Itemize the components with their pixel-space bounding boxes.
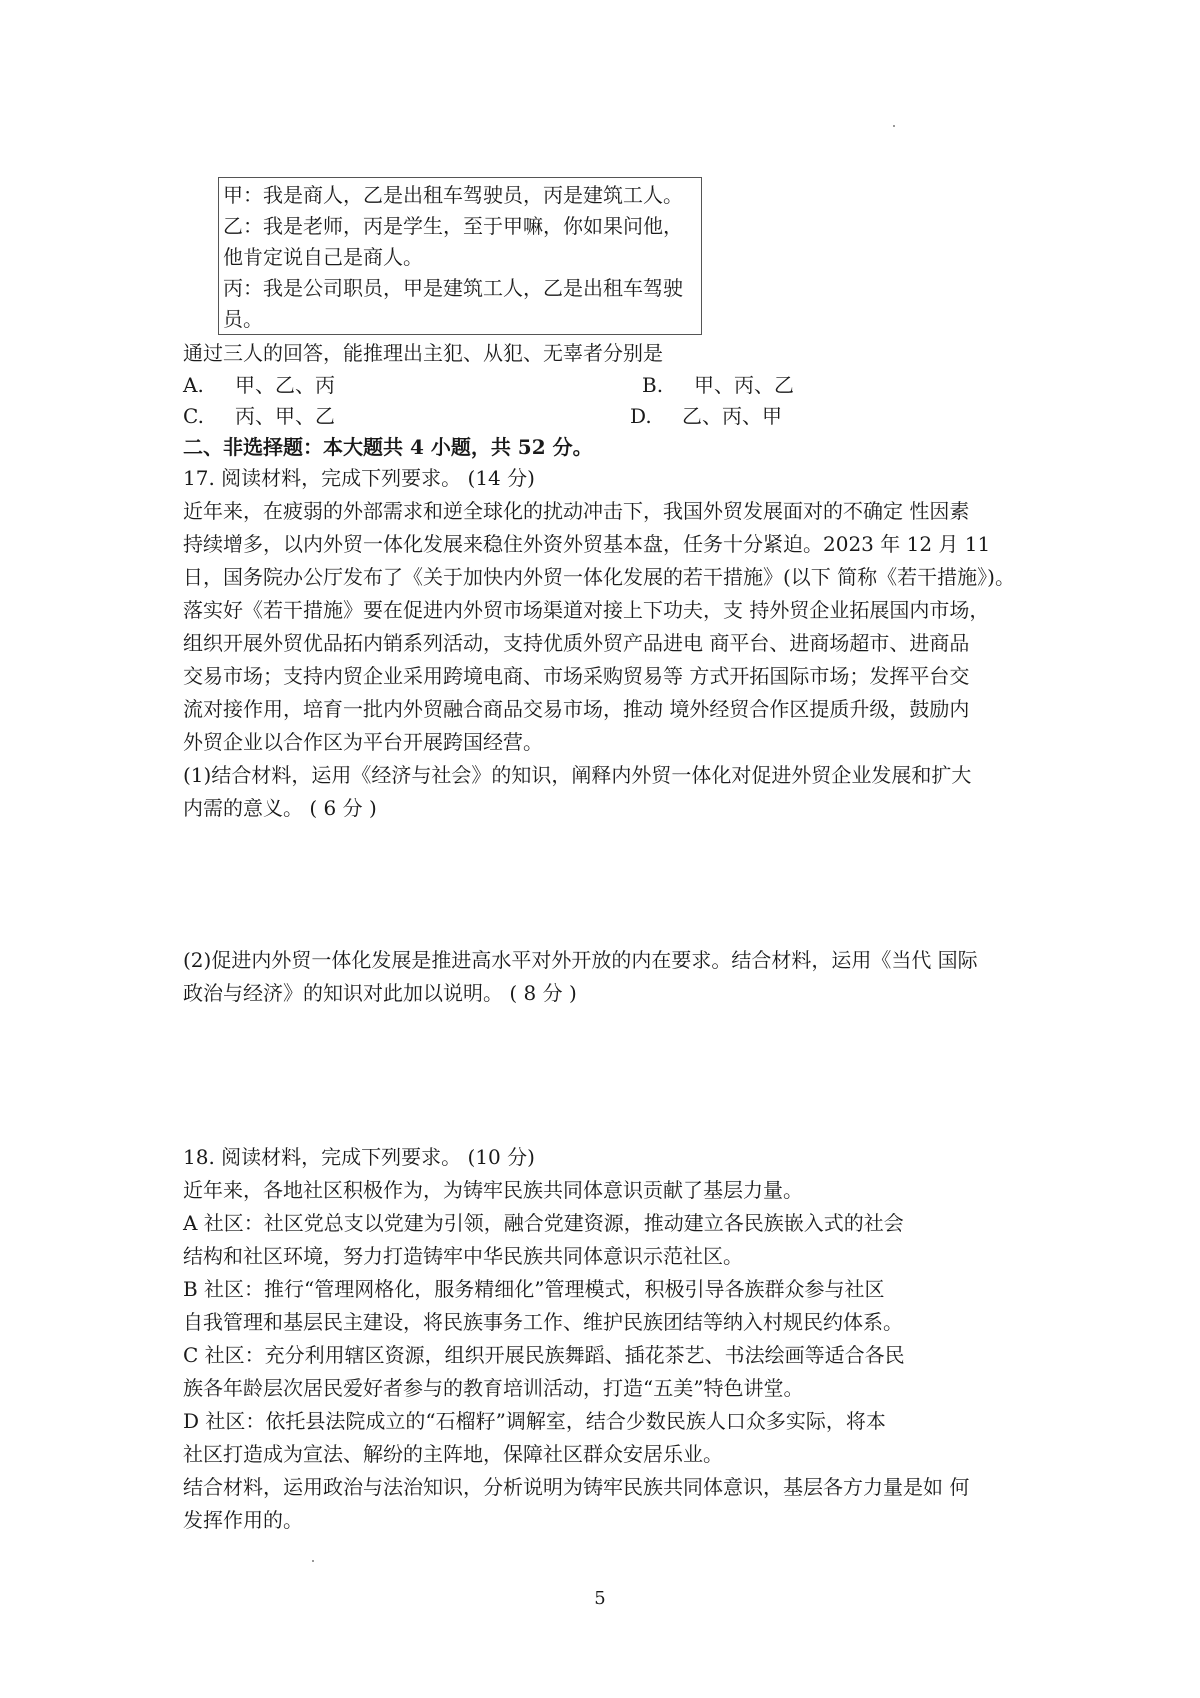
dialogue-line: 丙：我是公司职员，甲是建筑工人，乙是出租车驾驶 [223,276,683,300]
option-letter: A. [183,373,204,397]
sub-question-1: (1)结合材料，运用《经济与社会》的知识，阐释内外贸一体化对促进外贸企业发展和扩大 [183,763,972,787]
sub-question-1: 内需的意义。 ( 6 分 ) [183,796,377,820]
material-line: 交易市场；支持内贸企业采用跨境电商、市场采购贸易等 方式开拓国际市场；发挥平台交 [183,664,970,688]
scan-speck [893,125,895,127]
question-stem: 通过三人的回答，能推理出主犯、从犯、无辜者分别是 [183,341,663,365]
material-line: A 社区：社区党总支以党建为引领，融合党建资源，推动建立各民族嵌入式的社会 [183,1211,904,1235]
dialogue-line: 员。 [223,307,263,331]
dialogue-line: 他肯定说自己是商人。 [223,245,423,269]
option-text: 丙、甲、乙 [235,404,335,428]
question-18-header: 18. 阅读材料，完成下列要求。 (10 分) [183,1145,535,1169]
sub-question-2: (2)促进内外贸一体化发展是推进高水平对外开放的内在要求。结合材料，运用《当代 国际 [183,948,978,972]
sub-question-2: 政治与经济》的知识对此加以说明。 ( 8 分 ) [183,981,577,1005]
option-text: 甲、乙、丙 [235,373,335,397]
option-d[interactable] [630,400,782,432]
option-letter: C. [183,404,204,428]
option-b[interactable] [642,369,794,401]
material-line: 持续增多，以内外贸一体化发展来稳住外资外贸基本盘，任务十分紧迫。2023 年 12 月 11 [183,532,991,556]
material-line: 发挥作用的。 [183,1508,303,1532]
option-letter: B. [642,373,664,397]
option-text: 甲、丙、乙 [694,373,794,397]
material-line: 近年来，各地社区积极作为，为铸牢民族共同体意识贡献了基层力量。 [183,1178,803,1202]
option-c[interactable] [183,400,335,432]
material-line: 组织开展外贸优品拓内销系列活动，支持优质外贸产品进电 商平台、进商场超市、进商品 [183,631,970,655]
material-line: 结构和社区环境，努力打造铸牢中华民族共同体意识示范社区。 [183,1244,743,1268]
option-text: 乙、丙、甲 [682,404,782,428]
page-number: 5 [594,1588,606,1609]
material-line: 近年来，在疲弱的外部需求和逆全球化的扰动冲击下，我国外贸发展面对的不确定 性因素 [183,499,970,523]
material-line: B 社区：推行“管理网格化，服务精细化”管理模式，积极引导各族群众参与社区 [183,1277,885,1301]
material-line: 结合材料，运用政治与法治知识，分析说明为铸牢民族共同体意识，基层各方力量是如 何 [183,1475,970,1499]
material-line: 落实好《若干措施》要在促进内外贸市场渠道对接上下功夫，支 持外贸企业拓展国内市场， [183,598,990,622]
material-line: C 社区：充分利用辖区资源，组织开展民族舞蹈、插花茶艺、书法绘画等适合各民 [183,1343,905,1367]
dialogue-box [218,177,702,335]
option-a[interactable] [183,369,335,401]
section-heading: 二、非选择题：本大题共 4 小题，共 52 分。 [183,435,593,459]
option-letter: D. [630,404,652,428]
material-line: 日，国务院办公厅发布了《关于加快内外贸一体化发展的若干措施》(以下 简称《若干措施》)。 [183,565,1015,589]
material-line: 社区打造成为宣法、解纷的主阵地，保障社区群众安居乐业。 [183,1442,723,1466]
dialogue-line: 甲：我是商人，乙是出租车驾驶员，丙是建筑工人。 [223,183,683,207]
scan-speck [312,1560,314,1562]
material-line: 流对接作用，培育一批内外贸融合商品交易市场，推动 境外经贸合作区提质升级，鼓励内 [183,697,970,721]
dialogue-line: 乙：我是老师，丙是学生，至于甲嘛，你如果问他， [223,214,683,238]
material-line: 自我管理和基层民主建设，将民族事务工作、维护民族团结等纳入村规民约体系。 [183,1310,903,1334]
material-line: 外贸企业以合作区为平台开展跨国经营。 [183,730,543,754]
material-line: 族各年龄层次居民爱好者参与的教育培训活动，打造“五美”特色讲堂。 [183,1376,804,1400]
question-17-header: 17. 阅读材料，完成下列要求。 (14 分) [183,466,535,490]
material-line: D 社区：依托县法院成立的“石榴籽”调解室，结合少数民族人口众多实际，将本 [183,1409,886,1433]
